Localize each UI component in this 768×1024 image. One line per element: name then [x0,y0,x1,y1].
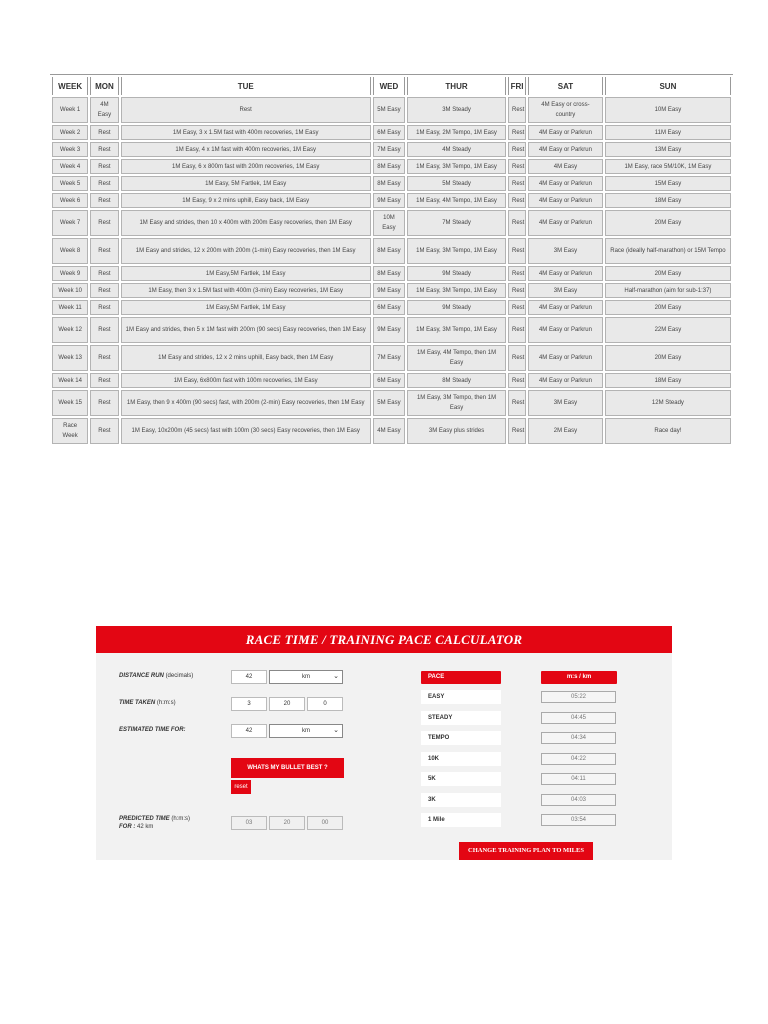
table-cell: 1M Easy, 2M Tempo, 1M Easy [407,125,506,140]
table-cell: Week 1 [52,97,88,123]
table-cell: Week 14 [52,373,88,388]
table-cell: 4M Easy or Parkrun [528,317,603,343]
time-taken-label [119,700,176,706]
table-cell: 4M Easy or Parkrun [528,176,603,191]
table-cell: 10M Easy [605,97,731,123]
distance-unit-hint: (decimals) [165,673,194,679]
pace-header: PACE [421,671,501,684]
table-cell: 1M Easy and strides, then 10 x 400m with 200m Easy recoveries, then 1M Easy [121,210,371,236]
pace-label: 3K [421,793,501,807]
predicted-hours-output: 03 [231,816,267,830]
table-cell: Week 13 [52,345,88,371]
table-cell: 2M Easy [528,418,603,444]
table-cell: Rest [90,125,118,140]
table-cell: Week 11 [52,300,88,315]
table-cell: Week 2 [52,125,88,140]
table-row [52,125,731,140]
predicted-label-text: PREDICTED TIME [119,816,170,822]
pace-value-output: 04:03 [541,794,616,806]
table-cell: 1M Easy, 6 x 800m fast with 200m recoveries, 1M Easy [121,159,371,174]
table-row [52,142,731,157]
column-header: SAT [528,77,603,95]
chevron-down-icon: ⌄ [333,673,339,680]
table-row [52,418,731,444]
table-cell: Rest [508,193,526,208]
table-cell: 9M Steady [407,266,506,281]
table-cell: 20M Easy [605,300,731,315]
pace-label: 10K [421,752,501,766]
table-cell: 13M Easy [605,142,731,157]
table-cell: Week 9 [52,266,88,281]
table-cell: 8M Easy [373,176,405,191]
table-cell: 3M Easy plus strides [407,418,506,444]
predicted-unit-hint: (h:m:s) [171,816,191,822]
table-cell: Race Week [52,418,88,444]
time-seconds-input[interactable]: 0 [307,697,343,711]
table-cell: Rest [508,345,526,371]
table-cell: 4M Easy or Parkrun [528,266,603,281]
table-cell: Rest [508,418,526,444]
table-row [52,266,731,281]
estimate-unit-value: km [302,728,310,734]
pace-value-output: 04:22 [541,753,616,765]
distance-unit-value: km [302,674,310,680]
predicted-minutes-output: 20 [269,816,305,830]
table-cell: 6M Easy [373,125,405,140]
pace-value-output: 05:22 [541,691,616,703]
table-cell: 1M Easy,5M Fartlek, 1M Easy [121,266,371,281]
table-cell: 3M Easy [528,283,603,298]
table-cell: 9M Steady [407,300,506,315]
pace-value-output: 04:11 [541,773,616,785]
table-cell: 3M Easy [528,390,603,416]
pace-value-output: 04:45 [541,712,616,724]
table-cell: 1M Easy and strides, then 5 x 1M fast with 200m (90 secs) Easy recoveries, then 1M Easy [121,317,371,343]
table-cell: 20M Easy [605,210,731,236]
table-cell: 5M Steady [407,176,506,191]
pace-label: STEADY [421,711,501,725]
table-cell: Rest [508,266,526,281]
table-cell: Week 5 [52,176,88,191]
table-row [52,238,731,264]
table-cell: 18M Easy [605,373,731,388]
estimate-distance-input[interactable]: 42 [231,724,267,738]
bullet-best-button[interactable]: WHATS MY BULLET BEST ? [231,758,344,778]
pace-value-output: 03:54 [541,814,616,826]
table-cell: Rest [90,390,118,416]
table-cell: 15M Easy [605,176,731,191]
table-cell: 22M Easy [605,317,731,343]
table-row [52,300,731,315]
table-cell: 1M Easy, 6x800m fast with 100m recoveries, 1M Easy [121,373,371,388]
table-cell: 4M Easy or Parkrun [528,193,603,208]
table-cell: Week 8 [52,238,88,264]
table-cell: Race day! [605,418,731,444]
table-cell: 20M Easy [605,345,731,371]
predicted-label [119,815,190,831]
table-cell: Rest [90,266,118,281]
table-cell: Rest [508,176,526,191]
table-cell: Week 6 [52,193,88,208]
column-header: TUE [121,77,371,95]
table-cell: 4M Easy or Parkrun [528,142,603,157]
table-cell: 4M Easy or cross-country [528,97,603,123]
table-cell: 7M Easy [373,142,405,157]
table-cell: Rest [90,193,118,208]
table-cell: Rest [508,125,526,140]
table-cell: 5M Easy [373,390,405,416]
column-header: WED [373,77,405,95]
table-cell: Rest [508,317,526,343]
table-cell: 1M Easy,5M Fartlek, 1M Easy [121,300,371,315]
calculator-title: RACE TIME / TRAINING PACE CALCULATOR [96,626,672,653]
table-cell: 9M Easy [373,193,405,208]
table-cell: 4M Easy or Parkrun [528,300,603,315]
pace-label: TEMPO [421,731,501,745]
pace-label: 1 Mile [421,813,501,827]
pace-calculator [96,626,672,860]
table-cell: 4M Easy [90,97,118,123]
table-cell: Week 7 [52,210,88,236]
table-cell: 1M Easy, 3M Tempo, 1M Easy [407,283,506,298]
table-cell: 1M Easy, 3M Tempo, then 1M Easy [407,390,506,416]
table-row [52,176,731,191]
table-cell: 4M Easy or Parkrun [528,373,603,388]
table-cell: 1M Easy, 3M Tempo, 1M Easy [407,159,506,174]
table-cell: Rest [90,300,118,315]
table-row [52,283,731,298]
table-cell: 1M Easy, 3M Tempo, 1M Easy [407,317,506,343]
table-cell: 4M Easy or Parkrun [528,210,603,236]
table-cell: Rest [508,238,526,264]
table-cell: Week 12 [52,317,88,343]
table-cell: Rest [90,317,118,343]
table-cell: 8M Steady [407,373,506,388]
table-cell: 1M Easy, 3M Tempo, 1M Easy [407,238,506,264]
table-row [52,373,731,388]
table-cell: 10M Easy [373,210,405,236]
table-cell: Rest [90,345,118,371]
table-cell: 5M Easy [373,97,405,123]
table-cell: 9M Easy [373,317,405,343]
table-cell: 4M Easy or Parkrun [528,125,603,140]
table-cell: Rest [508,390,526,416]
training-plan-table [50,74,733,446]
table-cell: 6M Easy [373,300,405,315]
table-cell: 1M Easy, then 9 x 400m (90 secs) fast, with 200m (2-min) Easy recoveries, then 1M Easy [121,390,371,416]
table-cell: Rest [90,210,118,236]
table-cell: 4M Easy [528,159,603,174]
table-cell: Rest [508,283,526,298]
table-cell: 1M Easy and strides, 12 x 200m with 200m (1-min) Easy recoveries, then 1M Easy [121,238,371,264]
time-minutes-input[interactable]: 20 [269,697,305,711]
distance-label [119,673,193,679]
table-cell: Week 4 [52,159,88,174]
table-cell: Rest [90,176,118,191]
estimate-label: ESTIMATED TIME FOR: [119,727,186,733]
table-row [52,210,731,236]
table-cell: 1M Easy, 9 x 2 mins uphill, Easy back, 1M Easy [121,193,371,208]
pace-unit-header: m:s / km [541,671,617,684]
column-header: SUN [605,77,731,95]
chevron-down-icon: ⌄ [333,727,339,734]
table-cell: 6M Easy [373,373,405,388]
table-cell: Rest [90,373,118,388]
table-cell: Rest [508,97,526,123]
estimate-unit-select[interactable] [269,724,343,738]
table-row [52,317,731,343]
pace-value-output: 04:34 [541,732,616,744]
predicted-for-value: 42 km [137,824,154,830]
table-cell: Rest [90,238,118,264]
distance-input[interactable]: 42 [231,670,267,684]
table-cell: 7M Steady [407,210,506,236]
table-cell: Rest [508,142,526,157]
table-cell: Week 10 [52,283,88,298]
predicted-seconds-output: 00 [307,816,343,830]
table-cell: Rest [90,142,118,157]
table-cell: Week 15 [52,390,88,416]
column-header: FRI [508,77,526,95]
table-cell: 1M Easy, 4M Tempo, 1M Easy [407,193,506,208]
table-cell: 1M Easy, 5M Fartlek, 1M Easy [121,176,371,191]
table-cell: Half-marathon (aim for sub-1:37) [605,283,731,298]
distance-label-text: DISTANCE RUN [119,673,164,679]
time-taken-label-text: TIME TAKEN [119,700,156,706]
table-row [52,193,731,208]
table-cell: 1M Easy, 10x200m (45 secs) fast with 100m (30 secs) Easy recoveries, then 1M Easy [121,418,371,444]
table-cell: 9M Easy [373,283,405,298]
table-cell: Race (ideally half-marathon) or 15M Tempo [605,238,731,264]
table-cell: 11M Easy [605,125,731,140]
table-cell: Rest [121,97,371,123]
table-cell: Rest [90,159,118,174]
table-cell: Rest [508,210,526,236]
table-cell: 1M Easy, race 5M/10K, 1M Easy [605,159,731,174]
table-cell: 12M Steady [605,390,731,416]
table-cell: Rest [90,418,118,444]
table-header-row [52,77,731,95]
table-cell: 3M Steady [407,97,506,123]
table-cell: 1M Easy, 3 x 1.5M fast with 400m recoveries, 1M Easy [121,125,371,140]
table-cell: 8M Easy [373,238,405,264]
table-cell: 1M Easy, 4 x 1M fast with 400m recoveries, 1M Easy [121,142,371,157]
table-cell: 8M Easy [373,266,405,281]
table-cell: 8M Easy [373,159,405,174]
table-row [52,97,731,123]
table-cell: 3M Easy [528,238,603,264]
reset-button[interactable]: reset [231,780,251,794]
table-cell: Rest [508,159,526,174]
pace-label: EASY [421,690,501,704]
table-cell: 7M Easy [373,345,405,371]
table-row [52,159,731,174]
table-row [52,390,731,416]
table-cell: Rest [508,300,526,315]
pace-label: 5K [421,772,501,786]
column-header: MON [90,77,118,95]
table-cell: 1M Easy, then 3 x 1.5M fast with 400m (3-min) Easy recoveries, 1M Easy [121,283,371,298]
table-cell: Week 3 [52,142,88,157]
table-cell: 4M Steady [407,142,506,157]
change-to-miles-button[interactable]: CHANGE TRAINING PLAN TO MILES [459,842,593,860]
table-row [52,345,731,371]
table-cell: 4M Easy or Parkrun [528,345,603,371]
table-cell: 20M Easy [605,266,731,281]
time-unit-hint: (h:m:s) [156,700,176,706]
table-cell: Rest [90,283,118,298]
predicted-for-label: FOR : [119,824,136,830]
table-cell: 4M Easy [373,418,405,444]
column-header: WEEK [52,77,88,95]
time-hours-input[interactable]: 3 [231,697,267,711]
column-header: THUR [407,77,506,95]
table-cell: Rest [508,373,526,388]
table-cell: 18M Easy [605,193,731,208]
distance-unit-select[interactable] [269,670,343,684]
table-cell: 1M Easy and strides, 12 x 2 mins uphill, Easy back, then 1M Easy [121,345,371,371]
table-cell: 1M Easy, 4M Tempo, then 1M Easy [407,345,506,371]
